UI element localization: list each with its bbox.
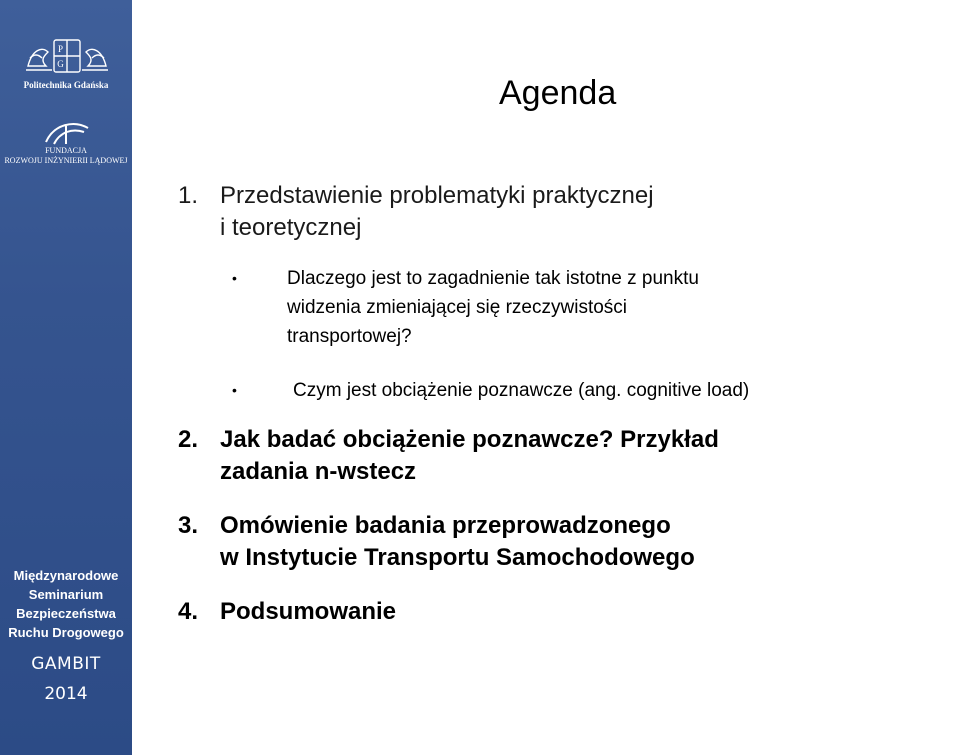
agenda-item-line: Podsumowanie [220,598,397,625]
event-year: 2014 [44,684,88,704]
bullet-marker: • [232,270,237,286]
foundation-line-2: ROZWOJU INŻYNIERII LĄDOWEJ [4,156,128,165]
foundation-logo-icon [40,118,92,146]
crest-letter-p: P [57,44,64,54]
university-crest-icon [24,36,110,78]
agenda-item-line: Omówienie badania przeprowadzonego [220,512,671,539]
university-name: Politechnika Gdańska [23,80,109,90]
seminar-line: Bezpieczeństwa [16,606,116,621]
agenda-item-line: i teoretycznej [220,214,362,241]
slide-title: Agenda [499,74,617,112]
agenda-item-line: Przedstawienie problematyki praktycznej [220,182,654,209]
foundation-line-1: FUNDACJA [45,146,87,155]
foundation-name [0,146,132,166]
agenda-item-line: Jak badać obciążenie poznawcze? Przykład [220,426,719,453]
sub-bullet-line: Czym jest obciążenie poznawcze (ang. cognitive load) [293,380,750,401]
sub-bullet-line: transportowej? [287,326,412,347]
sub-bullet-line: widzenia zmieniającej się rzeczywistości [287,297,628,318]
crest-letter-g: G [57,59,64,69]
sub-bullet-line: Dlaczego jest to zagadnienie tak istotne z punktu [287,268,699,289]
event-name: GAMBIT [31,654,101,674]
agenda-item-number: 3. [178,512,199,539]
seminar-line: Międzynarodowe [13,568,119,583]
agenda-item-number: 1. [178,182,199,209]
agenda-item-number: 2. [178,426,199,453]
bullet-marker: • [232,382,237,398]
sidebar [0,0,132,755]
seminar-line: Ruchu Drogowego [8,625,124,640]
seminar-name [0,566,132,642]
seminar-line: Seminarium [28,587,104,602]
agenda-item-line: w Instytucie Transportu Samochodowego [220,544,695,571]
agenda-item-line: zadania n-wstecz [220,458,417,485]
agenda-item-number: 4. [178,598,199,625]
